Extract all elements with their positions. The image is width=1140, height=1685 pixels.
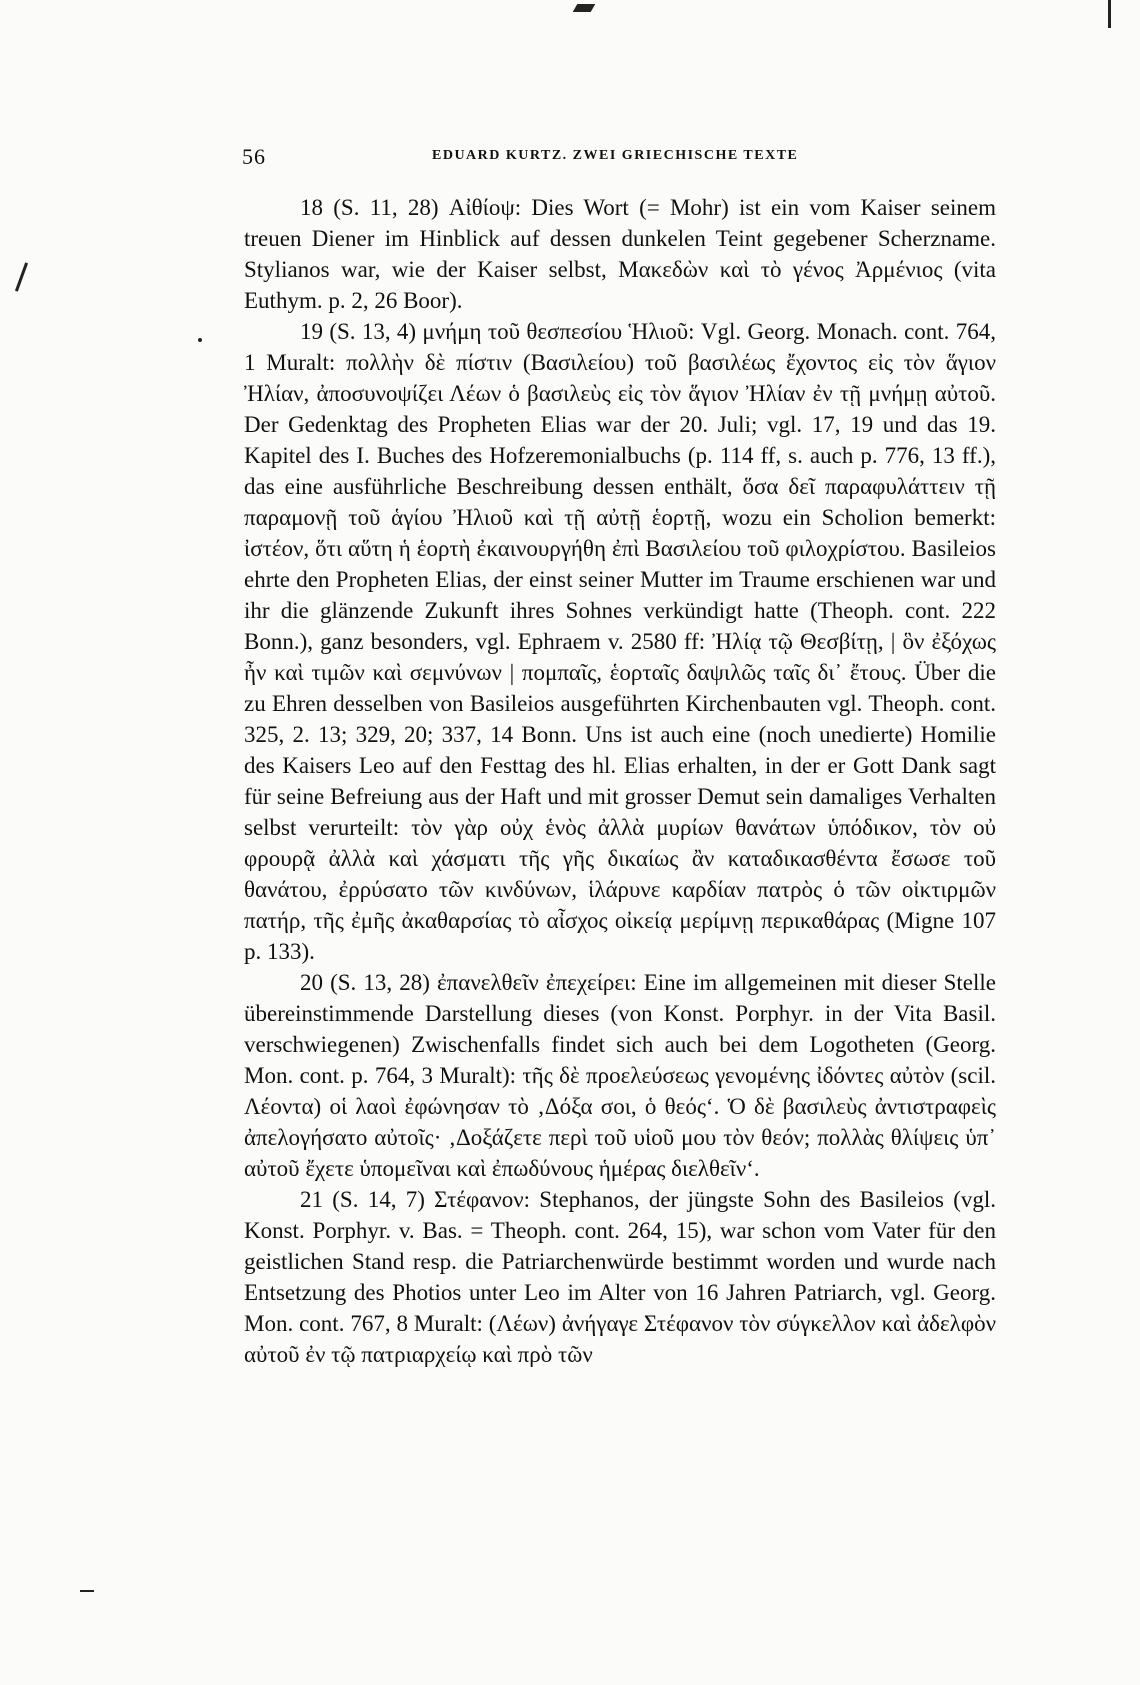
note-18: 18 (S. 11, 28) Αἰθίοψ: Dies Wort (= Mohr) ist ein vom Kaiser seinem treuen Diener im Hinblick auf dessen dunkelen Teint gegebener Scherzname. Stylianos war, wie der Kaiser selbst, Μακεδὼν καὶ τὸ γένος Ἀρμένιος (vita Euthym. p. 2, 26 Boor). xyxy=(244,195,996,313)
scan-mark-left xyxy=(15,262,28,291)
running-title: EDUARD KURTZ. ZWEI GRIECHISCHE TEXTE xyxy=(432,148,799,163)
commentary-text xyxy=(244,192,996,1370)
note-20: 20 (S. 13, 28) ἐπανελθεῖν ἐπεχείρει: Eine im allgemeinen mit dieser Stelle übereinstimmende Darstellung dieses (von Konst. Porphyr. in der Vita Basil. verschwiegenen) Zwischenfalls findet sich auch bei dem Logotheten (Georg. Mon. cont. p. 764, 3 Muralt): τῆς δὲ προελεύσεως γενομένης ἰδόντες αὐτὸν (scil. Λέοντα) οἱ λαοὶ ἐφώνησαν τὸ ‚Δόξα σοι, ὁ θεός‘. Ὁ δὲ βασιλεὺς ἀντιστραφεὶς ἀπελογήσατο αὐτοῖς· ‚Δοξάζετε περὶ τοῦ υἱοῦ μου τὸν θεόν; πολλὰς θλίψεις ὑπ᾽ αὐτοῦ ἔχετε ὑπομεῖναι καὶ ἐπωδύνους ἡμέρας διελθεῖν‘. xyxy=(244,970,996,1181)
note-21: 21 (S. 14, 7) Στέφανον: Stephanos, der jüngste Sohn des Basileios (vgl. Konst. Porphyr. v. Bas. = Theoph. cont. 264, 15), war schon vom Vater für den geistlichen Stand resp. die Patriarchenwürde bestimmt worden und wurde nach Entsetzung des Photios unter Leo im Alter von 16 Jahren Patriarch, vgl. Georg. Mon. cont. 767, 8 Muralt: (Λέων) ἀνήγαγε Στέφανον τὸν σύγκελλον καὶ ἀδελφὸν αὐτοῦ ἐν τῷ πατριαρχείῳ καὶ πρὸ τῶν xyxy=(244,1187,996,1367)
scan-mark-top xyxy=(573,4,596,12)
scan-mark-corner xyxy=(1108,0,1111,28)
note-19: 19 (S. 13, 4) μνήμη τοῦ θεσπεσίου Ἡλιοῦ: Vgl. Georg. Monach. cont. 764, 1 Muralt: πολλὴν δὲ πίστιν (Βασιλείου) τοῦ βασιλέως ἔχοντος εἰς τὸν ἅγιον Ἠλίαν, ἀποσυνοψίζει Λέων ὁ βασιλεὺς εἰς τὸν ἅγιον Ἠλίαν ἐν τῇ μνήμῃ αὐτοῦ. Der Gedenktag des Propheten Elias war der 20. Juli; vgl. 17, 19 und das 19. Kapitel des I. Buches des Hofzeremonialbuchs (p. 114 ff, s. auch p. 776, 13 ff.), das eine ausführliche Beschreibung dessen enthält, ὅσα δεῖ παραφυλάττειν τῇ παραμονῇ τοῦ ἁγίου Ἠλιοῦ καὶ τῇ αὐτῇ ἑορτῇ, wozu ein Scholion bemerkt: ἰστέον, ὅτι αὕτη ἡ ἑορτὴ ἐκαινουργήθη ἐπὶ Βασιλείου τοῦ φιλοχρίστου. Basileios ehrte den Propheten Elias, der einst seiner Mutter im Traume erschienen war und ihr die glänzende Zukunft ihres Sohnes verkündigt hatte (Theoph. cont. 222 Bonn.), ganz besonders, vgl. Ephraem v. 2580 ff: Ἠλίᾳ τῷ Θεσβίτῃ, | ὃν ἐξόχως ἦν καὶ τιμῶν καὶ σεμνύνων | πομπαῖς, ἑορταῖς δαψιλῶς ταῖς δι᾽ ἔτους. Über die zu Ehren desselben von Basileios ausgeführten Kirchenbauten vgl. Theoph. cont. 325, 2. 13; 329, 20; 337, 14 Bonn. Uns ist auch eine (noch unedierte) Homilie des Kaisers Leo auf den Festtag des hl. Elias erhalten, in der er Gott Dank sagt für seine Befreiung aus der Haft und mit grosser Demut sein damaliges Verhalten selbst verurteilt: τὸν γὰρ οὐχ ἑνὸς ἀλλὰ μυρίων θανάτων ὑπόδικον, τὸν οὐ φρουρᾷ ἀλλὰ καὶ χάσματι τῆς γῆς δικαίως ἂν καταδικασθέντα ἔσωσε τοῦ θανάτου, ἐρρύσατο τῶν κινδύνων, ἱλάρυνε καρδίαν πατρὸς ὁ τῶν οἰκτιρμῶν πατήρ, τῆς ἐμῆς ἀκαθαρσίας τὸ αἶσχος οἰκείᾳ μερίμνῃ περικαθάρας (Migne 107 p. 133). xyxy=(244,319,996,964)
scan-mark-bottom xyxy=(80,1590,94,1592)
running-header xyxy=(242,140,994,180)
scan-mark-dot xyxy=(198,338,202,342)
page-number: 56 xyxy=(242,144,266,169)
